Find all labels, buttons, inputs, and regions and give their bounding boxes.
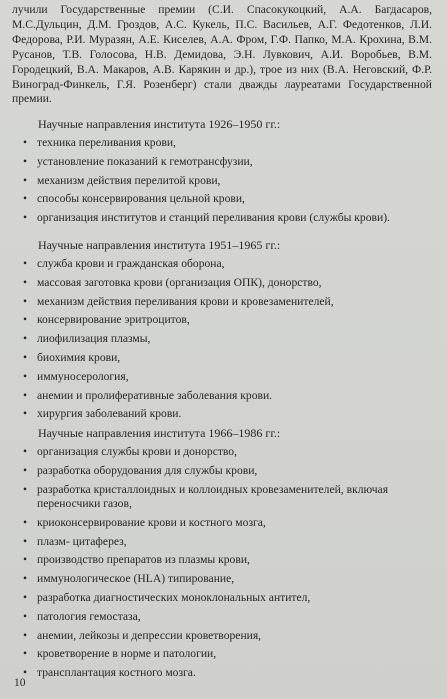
bullet-icon: • bbox=[23, 590, 28, 604]
bullet-icon: • bbox=[23, 275, 28, 289]
section-1951-1965 bbox=[23, 238, 423, 426]
bullet-icon: • bbox=[23, 369, 28, 383]
bullet-icon: • bbox=[23, 553, 28, 567]
list-item: • хирургия заболеваний крови. bbox=[23, 407, 182, 421]
directions-list bbox=[23, 257, 423, 422]
list-item: • иммунологическое (HLA) типирование, bbox=[23, 572, 235, 586]
bullet-icon: • bbox=[23, 482, 28, 496]
section-heading: Научные направления института 1926–1950 гг.: bbox=[38, 117, 281, 131]
bullet-icon: • bbox=[23, 192, 28, 206]
list-item: • способы консервирования цельной крови, bbox=[23, 192, 245, 206]
bullet-icon: • bbox=[23, 666, 28, 680]
section-1926-1950 bbox=[23, 117, 423, 230]
list-item: • техника переливания крови, bbox=[23, 136, 176, 149]
list-item: • механизм действия переливания крови и кровезаменителей, bbox=[23, 294, 334, 308]
list-item: • разработка оборудования для службы крови, bbox=[23, 463, 258, 477]
list-item: • производство препаратов из плазмы крови, bbox=[23, 553, 250, 567]
bullet-icon: • bbox=[23, 463, 28, 477]
bullet-icon: • bbox=[23, 154, 28, 168]
list-item: • плазм- цитаферез, bbox=[23, 534, 127, 548]
directions-list bbox=[23, 136, 423, 226]
bullet-icon: • bbox=[23, 173, 28, 187]
list-item: • анемии и пролиферативные заболевания крови. bbox=[23, 388, 273, 402]
section-heading: Научные направления института 1966–1986 гг.: bbox=[38, 426, 281, 440]
bullet-icon: • bbox=[23, 407, 28, 421]
directions-list bbox=[23, 445, 423, 681]
list-item: • криоконсервирование крови и костного мозга, bbox=[23, 515, 266, 529]
bullet-icon: • bbox=[23, 572, 28, 586]
list-item: • анемии, лейкозы и депрессии кроветворения, bbox=[23, 628, 262, 642]
bullet-icon: • bbox=[23, 445, 28, 458]
list-item: • кроветворение в норме и патологии, bbox=[23, 647, 217, 661]
bullet-icon: • bbox=[23, 257, 28, 270]
list-item: • установление показаний к гемотрансфузии, bbox=[23, 154, 253, 168]
bullet-icon: • bbox=[23, 534, 28, 548]
list-item: • биохимия крови, bbox=[23, 350, 121, 364]
list-item: • консервирование эритроцитов, bbox=[23, 313, 190, 327]
list-item: • разработка кристаллоидных и коллоидных кровезаменителей, включая переносчики газов, bbox=[23, 482, 389, 510]
intro-paragraph: лучили Государственные премии (С.И. Спасокукоцкий, А.А. Багдасаров, М.С.Дульцин, Д.М. Гроздов, А.С. Кукель, П.С. Васильев, А.Г. Федотенков, Л.И. Федорова, Р.И. Муразян, А.Е. Киселев, А.А. Фром, Г.Ф. Папко, М.А. Крохина, В.М. Русанов, Т.В. Голосова, Н.В. Демидова, Э.Н. Лувкович, А.И. Воробьев, В.М. Городецкий, В.А. Макаров, А.В. Карякин и др.), трое из них (В.А. Неговский, Ф.Р. Виноград-Финкель, Г.Я. Розенберг) стали дважды лауреатами Государственной премии. bbox=[12, 3, 432, 106]
list-item: • трансплантация костного мозга. bbox=[23, 666, 196, 680]
bullet-icon: • bbox=[23, 294, 28, 308]
bullet-icon: • bbox=[23, 609, 28, 623]
list-item: • массовая заготовка крови (организация ОПК), донорство, bbox=[23, 275, 322, 289]
bullet-icon: • bbox=[23, 313, 28, 327]
bullet-icon: • bbox=[23, 515, 28, 529]
section-heading: Научные направления института 1951–1965 гг.: bbox=[38, 238, 281, 252]
list-item: • организация институтов и станций переливания крови (службы крови). bbox=[23, 211, 390, 225]
bullet-icon: • bbox=[23, 388, 28, 402]
bullet-icon: • bbox=[23, 211, 28, 225]
bullet-icon: • bbox=[23, 647, 28, 661]
list-item: • разработка диагностических моноклональных антител, bbox=[23, 590, 311, 604]
list-item: • патология гемостаза, bbox=[23, 609, 141, 623]
bullet-icon: • bbox=[23, 628, 28, 642]
list-item: • лиофилизация плазмы, bbox=[23, 332, 151, 346]
page-number: 10 bbox=[14, 677, 26, 689]
list-item: • иммуносерология, bbox=[23, 369, 129, 383]
section-1966-1986 bbox=[23, 426, 423, 685]
bullet-icon: • bbox=[23, 332, 28, 346]
bullet-icon: • bbox=[23, 350, 28, 364]
bullet-icon: • bbox=[23, 136, 28, 149]
list-item: • служба крови и гражданская оборона, bbox=[23, 257, 225, 270]
list-item: • механизм действия перелитой крови, bbox=[23, 173, 221, 187]
list-item: • организация службы крови и донорство, bbox=[23, 445, 237, 458]
